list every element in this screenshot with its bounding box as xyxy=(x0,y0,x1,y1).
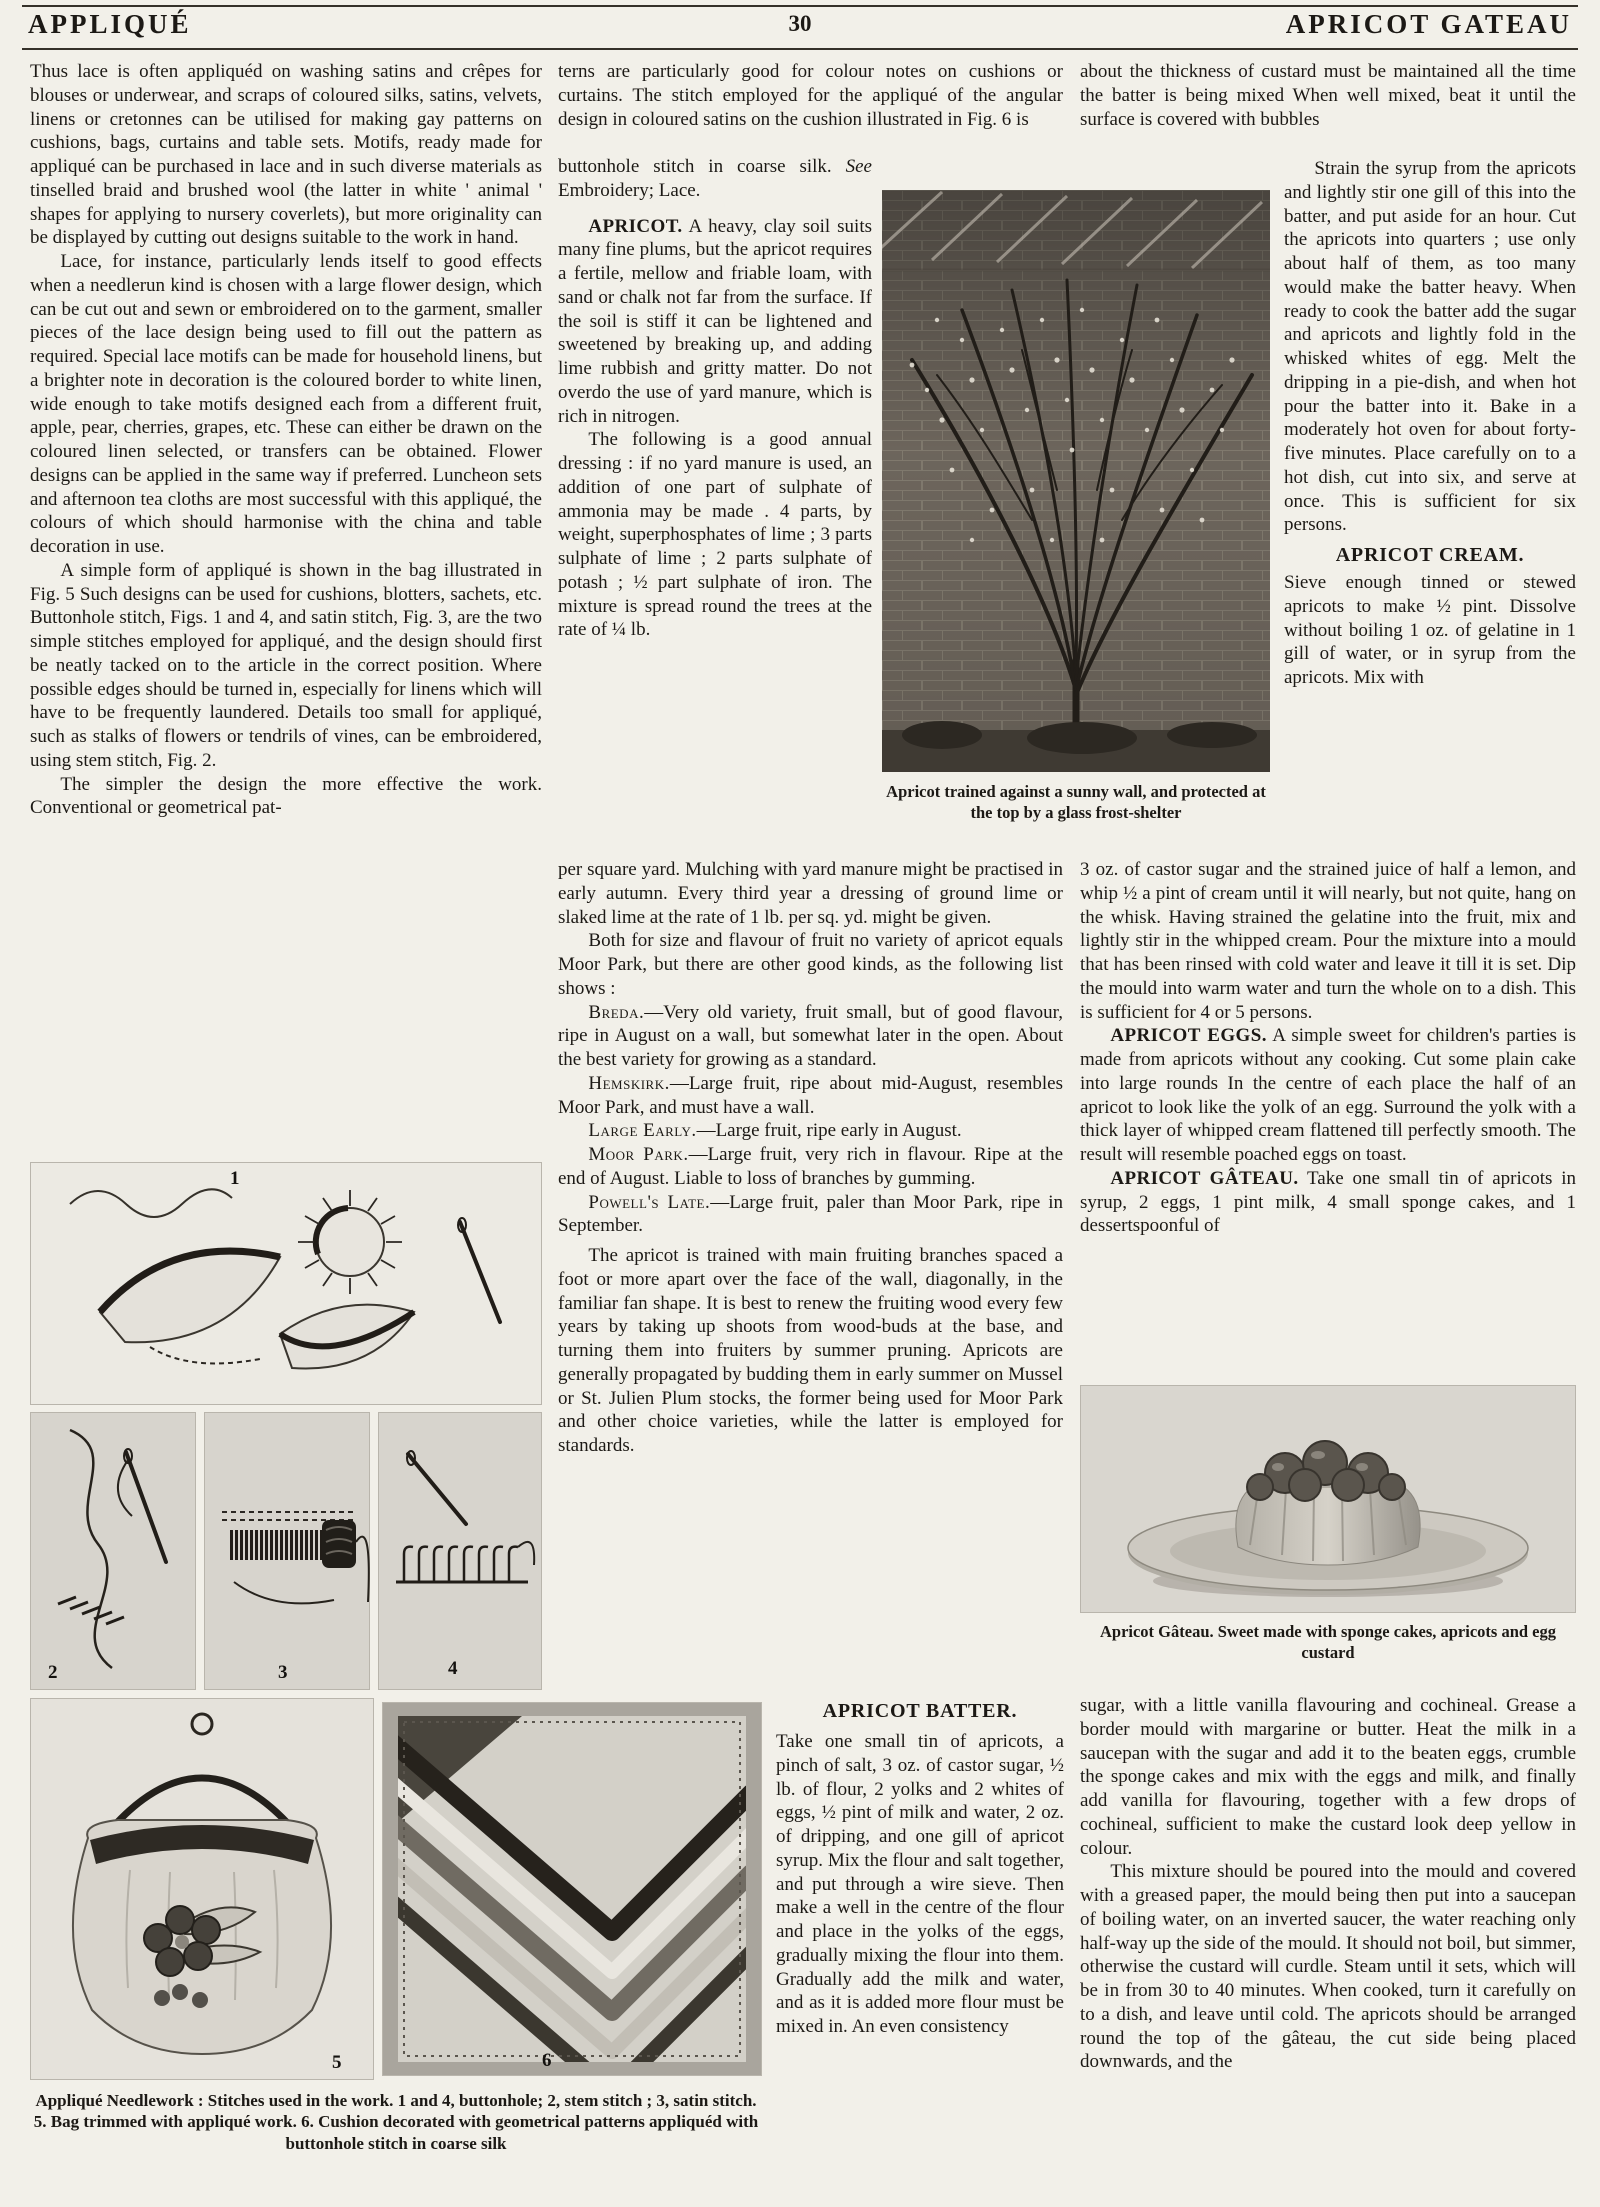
column-2-batter-text xyxy=(776,1730,1064,2039)
figure-number: 1 xyxy=(230,1168,240,1189)
text-run: —Large fruit, ripe about mid-August, resembles Moor Park, and must have a wall. xyxy=(558,1072,1063,1118)
stem-stitch-drawing xyxy=(30,1412,196,1690)
figure-applique-design xyxy=(30,1162,542,1405)
gateau-figure-caption: Apricot Gâteau. Sweet made with sponge cakes, apricots and egg custard xyxy=(1099,1622,1556,1662)
figure-number: 6 xyxy=(542,2050,552,2071)
column-2-narrow-text xyxy=(558,155,872,642)
section-heading-apricot-batter: APRICOT BATTER. xyxy=(822,1700,1018,1722)
text-run: A heavy, clay soil suits many fine plums, but the apricot requires a fertile, mellow and friable loam, with sand or chalk not far from the surface. If the soil is stiff it can be lightened and sweetened by breaking up, and adding lime rubbish and gritty matter. Do not overdo the use of yard manure, which is rich in nitrogen. xyxy=(558,215,872,427)
page-number: 30 xyxy=(788,11,812,36)
entry-heading: APRICOT EGGS. xyxy=(1110,1025,1267,1047)
variety-name: Large Early. xyxy=(588,1120,697,1142)
paragraph xyxy=(558,155,872,203)
figure-number: 5 xyxy=(332,2052,342,2073)
apricot-gateau-photo xyxy=(1080,1385,1576,1613)
text-run: Take one small tin of apricots in syrup, 2 eggs, 1 pint milk, 4 small sponge cakes, and 1 dessertspoonful of xyxy=(1080,1167,1576,1237)
variety-entry xyxy=(558,1119,1063,1143)
column-3-narrow-text xyxy=(1284,157,1576,690)
paragraph: Thus lace is often appliquéd on washing satins and crêpes for blouses or underwear, and scraps of coloured silks, satins, velvets, linens or cretonnes can be utilised for making gay patterns on cushions, bags, curtains and table sets. Motifs, ready made for appliqué can be purchased in lace and in such diverse materials as tinselled braid and brushed wool (the latter in white ' animal ' shapes for applying to nursery coverlets), but more originality can be displayed by cutting out designs suitable to the work in hand. xyxy=(30,61,542,249)
figure-geometric-cushion xyxy=(382,1702,762,2076)
column-3-main-text xyxy=(1080,858,1576,1238)
text-run: A simple sweet for children's parties is made from apricots without any cooking. Cut some plain cake into large rounds In the centre of each place the half of an apricot to look like the yolk of an egg. Surround the yolk with a thick layer of whipped cream flattened till perfectly smooth. The result will resemble poached eggs on toast. xyxy=(1080,1025,1577,1165)
column-3-bottom-text xyxy=(1080,1694,1576,2074)
paragraph: about the thickness of custard must be maintained all the time the batter is being mixed When well mixed, beat it until the surface is covered with bubbles xyxy=(1080,61,1576,130)
text-run: —Large fruit, paler than Moor Park, ripe in September. xyxy=(558,1191,1063,1237)
figure-number: 2 xyxy=(48,1662,58,1683)
wall-figure-caption: Apricot trained against a sunny wall, and protected at the top by a glass frost-shelter xyxy=(886,782,1266,822)
column-3-top-text xyxy=(1080,60,1576,131)
figure-satin-stitch xyxy=(204,1412,370,1690)
variety-entry xyxy=(558,1001,1063,1072)
geometric-cushion-photo xyxy=(382,1702,762,2076)
text-run: Embroidery; Lace. xyxy=(558,179,701,201)
paragraph: Strain the syrup from the apricots and lightly stir one gill of this into the batter, and put aside for an hour. Cut the apricots into quarters ; use only about half of them, as too many would make the batter heavy. When ready to cook the batter add the sugar and apricots and lightly fold in the whisked whites of egg. Melt the dripping in a pie-dish, and when hot pour the batter into it. Bake in a moderately hot oven for about forty-five minutes. Place carefully on to a hot dish, cut into six, and serve at once. This is sufficient for six persons. xyxy=(1284,158,1576,536)
variety-name: Powell's Late. xyxy=(588,1191,711,1213)
figure-number: 4 xyxy=(448,1658,458,1679)
column-2-top-text xyxy=(558,60,1063,131)
variety-entry xyxy=(558,1143,1063,1191)
paragraph: The apricot is trained with main fruiting branches spaced a foot or more apart over the face of the wall, diagonally, in the familiar fan shape. It is best to renew the fruiting wood every few years by taking up shoots from wood-buds at the base, and turning them into fruiters by summer pruning. Apricots are generally propagated by budding them in early summer on Mussel or St. Julien Plum stocks, the former being used for Moor Park and other choice varieties, while the latter is employed for standards. xyxy=(558,1245,1063,1456)
paragraph xyxy=(1080,1167,1576,1238)
header-rule-bottom xyxy=(22,48,1578,50)
paragraph: terns are particularly good for colour notes on cushions or curtains. The stitch employed for the appliqué of the angular design in coloured satins on the cushion illustrated in Fig. 6 is xyxy=(558,61,1063,130)
paragraph: per square yard. Mulching with yard manure might be practised in early autumn. Every third year a dressing of ground lime or slaked lime at the rate of 1 lb. per sq. yd. might be given. xyxy=(558,859,1063,928)
paragraph: 3 oz. of castor sugar and the strained juice of half a lemon, and whip ½ a pint of cream until it will nearly, but not quite, hang on the whisk. Having strained the gelatine into the fruit, mix and lightly stir in the whipped cream. Pour the mixture into a mould that has been rinsed with cold water and leave it till it is set. Dip the mould into warm water and turn the whole on to a dish. This is sufficient for 4 or 5 persons. xyxy=(1080,859,1576,1023)
paragraph xyxy=(558,215,872,429)
italic-word: See xyxy=(845,156,872,177)
applique-design-drawing xyxy=(30,1162,542,1405)
paragraph: sugar, with a little vanilla flavouring and cochineal. Grease a border mould with margarine or butter. Heat the milk in a saucepan with the sugar and add it to the beaten eggs, crumble the sponge cakes and mix with the eggs and milk, and finally add vanilla for flavouring, together with a few drops of cochineal, sufficient to make the custard look deep yellow in colour. xyxy=(1080,1695,1576,1859)
paragraph: This mixture should be poured into the mould and covered with a greased paper, the mould being then put into a saucepan of boiling water, on an inverted saucer, the water reaching only half-way up the side of the mould. It should not boil, but simmer, otherwise the custard will curdle. Steam until it sets, which will be in from 30 to 40 minutes. When cooked, turn it carefully on to a dish, and leave until cold. The apricots should be arranged round the top of the gâteau, the cut side being placed downwards, and the xyxy=(1080,1861,1576,2073)
entry-heading: APRICOT GÂTEAU. xyxy=(1110,1167,1299,1189)
column-2-main-text xyxy=(558,858,1063,1458)
buttonhole-stitch-drawing xyxy=(378,1412,542,1690)
paragraph: Sieve enough tinned or stewed apricots to make ½ pint. Dissolve without boiling 1 oz. of gelatine in 1 gill of water, or in syrup from the apricots. Mix with xyxy=(1284,572,1576,688)
stitches-figure-caption: Appliqué Needlework : Stitches used in the work. 1 and 4, buttonhole; 2, stem stitch ; 3, satin stitch. 5. Bag trimmed with appliqué work. 6. Cushion decorated with geometrical patterns appliquéd with buttonhole stitch in coarse silk xyxy=(33,2091,759,2153)
section-title-right: APRICOT GATEAU xyxy=(1285,9,1572,39)
figure-number: 3 xyxy=(278,1662,288,1683)
paragraph: Lace, for instance, particularly lends itself to good effects when a needlerun kind is chosen with a large flower design, which can be cut out and sewn or embroidered on to the garment, smaller pieces of the lace design being used to fill out the pattern as required. Special lace motifs can be made for household linens, but a brighter note in decoration is the coloured border to white linen, wide enough to take motifs designed each from a different fruit, apple, pear, cherries, grapes, etc. These can either be drawn on the coloured linen selected, or transfers can be obtained. Flower designs can be applied in the same way if preferred. Luncheon sets and afternoon tea cloths are most successful with this appliqué, the colours of which should harmonise with the china and table decoration in use. xyxy=(30,251,542,557)
column-1-text xyxy=(30,60,542,820)
text-run: —Large fruit, ripe early in August. xyxy=(696,1120,962,1142)
variety-name: Hemskirk. xyxy=(588,1072,670,1094)
entry-heading: APRICOT. xyxy=(588,215,683,237)
variety-entry xyxy=(558,1072,1063,1120)
variety-name: Breda. xyxy=(588,1001,645,1023)
apricot-wall-photo xyxy=(882,190,1270,772)
paragraph: The simpler the design the more effective the work. Conventional or geometrical pat- xyxy=(30,773,542,819)
paragraph: Both for size and flavour of fruit no variety of apricot equals Moor Park, but there are other good kinds, as the following list shows : xyxy=(558,930,1063,999)
variety-name: Moor Park. xyxy=(588,1144,689,1165)
paragraph xyxy=(1080,1024,1576,1167)
figure-buttonhole-stitch xyxy=(378,1412,542,1690)
text-run: —Large fruit, very rich in flavour. Ripe at the end of August. Liable to loss of branches by gumming. xyxy=(558,1144,1064,1189)
header-rule-top xyxy=(22,5,1578,7)
paragraph: Take one small tin of apricots, a pinch of salt, 3 oz. of castor sugar, ½ lb. of flour, 2 yolks and 2 whites of eggs, ½ pint of milk and water, 2 oz. of dripping, and one gill of apricot syrup. Mix the flour and salt together, and put through a wire sieve. Then make a well in the centre of the flour and place in the yolks of the eggs, gradually mixing the flour into them. Gradually add the milk and water, and as it is added more flour must be mixed in. An even consistency xyxy=(776,1731,1064,2037)
paragraph: A simple form of appliqué is shown in the bag illustrated in Fig. 5 Such designs can be used for cushions, blotters, sachets, etc. Buttonhole stitch, Figs. 1 and 4, and satin stitch, Fig. 3, are the two simple stitches employed for appliqué, and the design should first be neatly tacked on to the article in the correct position. Where possible edges should be turned in, especially for linens which will have to be frequently laundered. Details too small for appliqué, such as stalks of flowers or tendrils of vines, can be embroidered, using stem stitch, Fig. 2. xyxy=(30,559,542,771)
text-run: buttonhole stitch in coarse silk. xyxy=(558,156,832,177)
figure-stem-stitch xyxy=(30,1412,196,1690)
figure-apricot-gateau xyxy=(1080,1385,1576,1613)
figure-apricot-wall xyxy=(882,190,1270,772)
figure-applique-bag xyxy=(30,1698,374,2080)
variety-entry xyxy=(558,1191,1063,1239)
paragraph: The following is a good annual dressing : if no yard manure is used, an addition of one part of sulphate of ammonia may be made . 4 parts, by weight, superphosphates of lime ; 3 parts sulphate of lime ; 2 parts sulphate of potash ; ½ part sulphate of iron. The mixture is spread round the trees at the rate of ¼ lb. xyxy=(558,429,872,641)
applique-bag-photo xyxy=(30,1698,374,2080)
section-heading-apricot-cream: APRICOT CREAM. xyxy=(1335,544,1525,566)
text-run: —Very old variety, fruit small, but of good flavour, ripe in August on a wall, but somewhat later in the open. About the best variety for growing as a standard. xyxy=(558,1001,1063,1070)
section-title-left: APPLIQUÉ xyxy=(28,9,192,39)
satin-stitch-drawing xyxy=(204,1412,370,1690)
